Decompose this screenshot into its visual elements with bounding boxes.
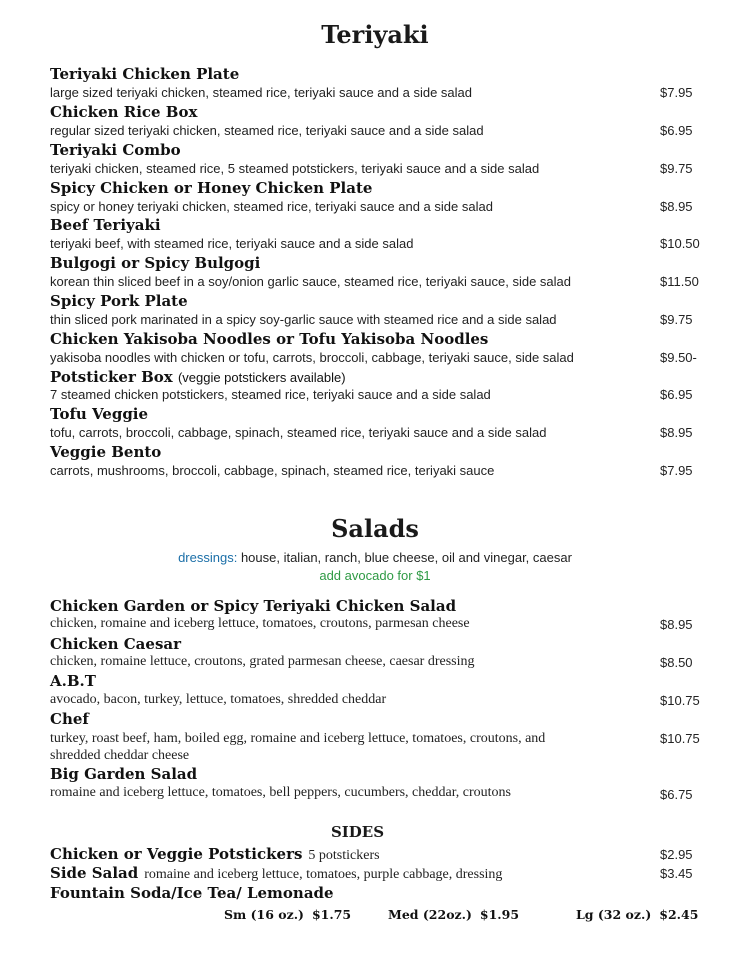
menu-item-description: yakisoba noodles with chicken or tofu, carrots, broccoli, cabbage, teriyaki sauce, side salad <box>50 350 574 365</box>
menu-item-description: teriyaki beef, with steamed rice, teriyaki sauce and a side salad <box>50 236 414 251</box>
drink-size-price: $1.75 <box>311 907 352 922</box>
avocado-note: add avocado for $1 <box>319 568 431 583</box>
menu-item-price: $9.75 <box>660 161 693 176</box>
menu-item-price: $8.95 <box>660 425 693 440</box>
menu-item-price: $7.95 <box>660 463 693 478</box>
menu-item-price: $6.75 <box>660 787 693 802</box>
side-item-description: 5 potstickers <box>308 848 380 863</box>
menu-item-name: Veggie Bento <box>50 443 162 461</box>
menu-item-note: (veggie potstickers available) <box>177 370 346 385</box>
menu-item-name: Teriyaki Combo <box>50 141 181 159</box>
dressings-label: dressings: <box>178 550 238 565</box>
menu-item-name: Chicken Yakisoba Noodles or Tofu Yakisoba Noodles <box>50 330 489 348</box>
menu-item-name: Bulgogi or Spicy Bulgogi <box>50 254 261 272</box>
menu-item-price: $9.75 <box>660 312 693 327</box>
menu-item-name: Chicken Garden or Spicy Teriyaki Chicken Salad <box>50 597 457 615</box>
salads-section-title: Salads <box>331 514 419 543</box>
menu-item-name: Beef Teriyaki <box>50 216 161 234</box>
menu-item-price: $8.50 <box>660 655 693 670</box>
drink-size-label: Med (22oz.) <box>388 907 472 922</box>
drink-size-label: Sm (16 oz.) <box>224 907 304 922</box>
side-item-name: Side Salad <box>50 864 139 882</box>
menu-item-description: 7 steamed chicken potstickers, steamed rice, teriyaki sauce and a side salad <box>50 387 491 402</box>
drink-size-large <box>576 907 698 922</box>
menu-item-name: Teriyaki Chicken Plate <box>50 65 240 83</box>
drink-size-small <box>224 907 351 922</box>
menu-item-price: $6.95 <box>660 387 693 402</box>
menu-item-name-text: Potsticker Box <box>50 368 173 386</box>
menu-item-description: chicken, romaine lettuce, croutons, grated parmesan cheese, caesar dressing <box>50 654 475 669</box>
menu-item-name: A.B.T <box>50 672 96 690</box>
menu-item-name: Big Garden Salad <box>50 765 198 783</box>
menu-item-name: Chef <box>50 710 89 728</box>
menu-item-price: $6.95 <box>660 123 693 138</box>
dressings-list: house, italian, ranch, blue cheese, oil and vinegar, caesar <box>240 550 572 565</box>
menu-item-description: large sized teriyaki chicken, steamed rice, teriyaki sauce and a side salad <box>50 85 472 100</box>
sides-section-title: SIDES <box>330 823 385 841</box>
menu-item-name: Chicken Caesar <box>50 635 182 653</box>
menu-item-price: $11.50 <box>660 274 699 289</box>
menu-item-name: Tofu Veggie <box>50 405 149 423</box>
menu-item-price: $9.50- <box>660 350 697 365</box>
side-item <box>50 845 380 864</box>
drink-size-medium <box>388 907 519 922</box>
menu-item-name: Chicken Rice Box <box>50 103 198 121</box>
teriyaki-section-title: Teriyaki <box>321 20 429 49</box>
menu-item-price: $10.75 <box>660 693 700 708</box>
side-item-description: romaine and iceberg lettuce, tomatoes, purple cabbage, dressing <box>144 867 503 882</box>
side-item-name: Chicken or Veggie Potstickers <box>50 845 303 863</box>
side-item-price: $2.95 <box>660 847 693 862</box>
menu-item-description: teriyaki chicken, steamed rice, 5 steamed potstickers, teriyaki sauce and a side salad <box>50 161 540 176</box>
menu-item-price: $10.50 <box>660 236 700 251</box>
menu-item-description: thin sliced pork marinated in a spicy soy-garlic sauce with steamed rice and a side salad <box>50 312 557 327</box>
side-item <box>50 884 334 903</box>
menu-item-description: carrots, mushrooms, broccoli, cabbage, spinach, steamed rice, teriyaki sauce <box>50 463 495 478</box>
dressings-line <box>0 550 750 565</box>
menu-item-description: avocado, bacon, turkey, lettuce, tomatoes, shredded cheddar <box>50 692 387 707</box>
side-item-price: $3.45 <box>660 866 693 881</box>
menu-item-description: tofu, carrots, broccoli, cabbage, spinach, steamed rice, teriyaki sauce and a side salad <box>50 425 547 440</box>
side-item-name: Fountain Soda/Ice Tea/ Lemonade <box>50 884 334 902</box>
drink-size-price: $1.95 <box>479 907 520 922</box>
drink-size-label: Lg (32 oz.) <box>576 907 652 922</box>
menu-item-description: romaine and iceberg lettuce, tomatoes, bell peppers, cucumbers, cheddar, croutons <box>50 785 512 800</box>
menu-item-description: spicy or honey teriyaki chicken, steamed rice, teriyaki sauce and a side salad <box>50 199 493 214</box>
menu-item-price: $10.75 <box>660 731 700 746</box>
drink-size-price: $2.45 <box>659 907 699 922</box>
side-item <box>50 864 502 883</box>
menu-item-price: $7.95 <box>660 85 693 100</box>
menu-item-description: chicken, romaine and iceberg lettuce, tomatoes, croutons, parmesan cheese <box>50 616 470 631</box>
menu-item-name: Spicy Chicken or Honey Chicken Plate <box>50 179 373 197</box>
menu-item-price: $8.95 <box>660 617 693 632</box>
menu-item-description: turkey, roast beef, ham, boiled egg, romaine and iceberg lettuce, tomatoes, croutons, and shredded cheddar cheese <box>50 731 546 763</box>
menu-item-name: Spicy Pork Plate <box>50 292 188 310</box>
menu-item-description: regular sized teriyaki chicken, steamed rice, teriyaki sauce and a side salad <box>50 123 484 138</box>
menu-item-price: $8.95 <box>660 199 693 214</box>
menu-item-name <box>50 368 346 386</box>
menu-item-description: korean thin sliced beef in a soy/onion garlic sauce, steamed rice, teriyaki sauce, side salad <box>50 274 572 289</box>
